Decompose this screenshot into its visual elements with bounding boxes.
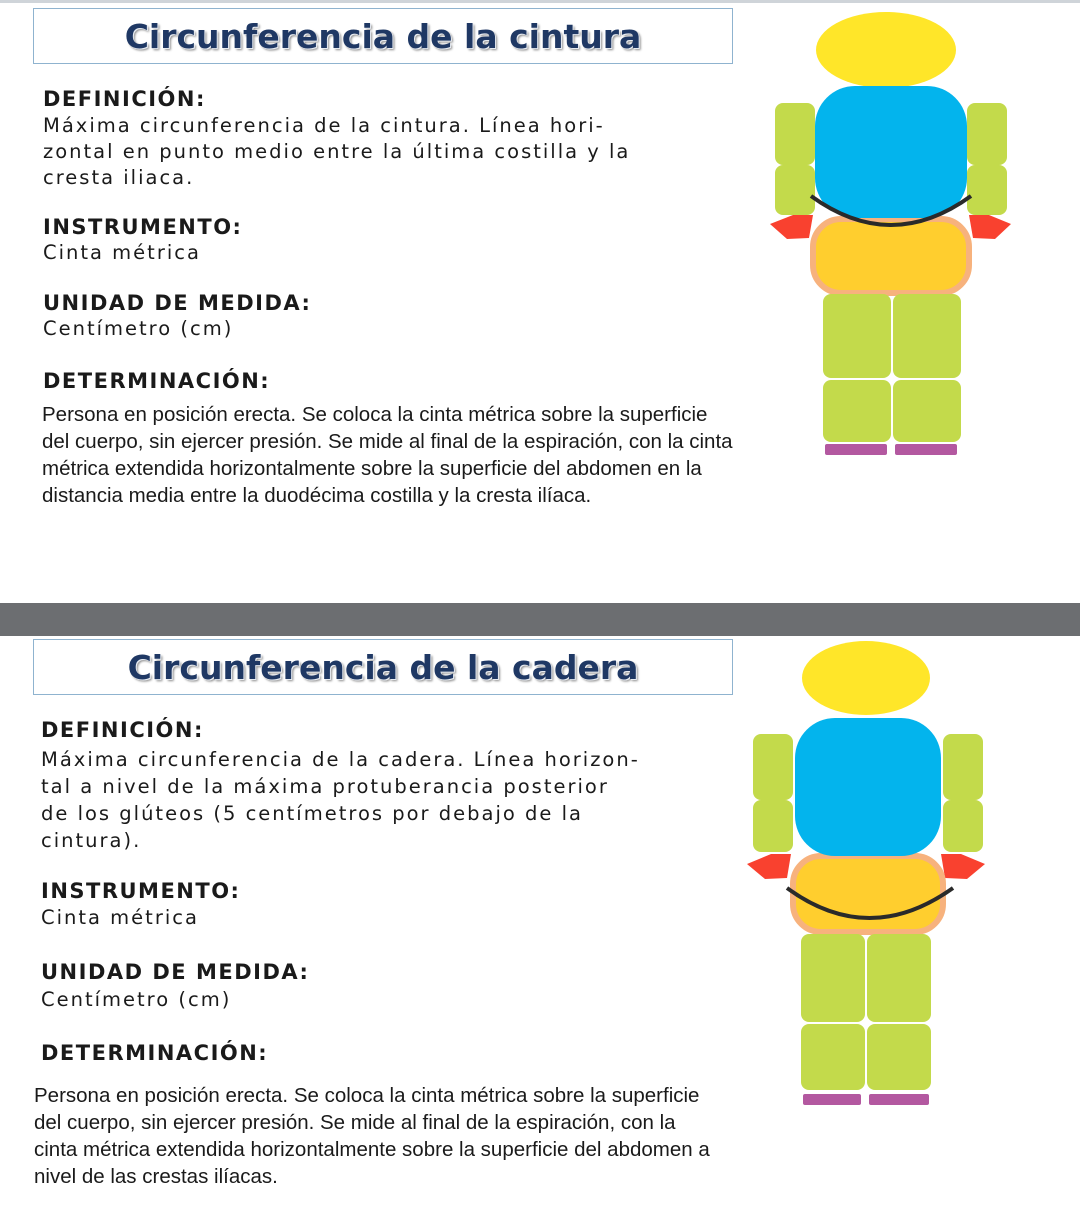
right-hand xyxy=(969,215,1011,239)
waist-measurement-card xyxy=(0,3,1080,603)
instrument-heading: INSTRUMENTO: xyxy=(43,215,243,239)
definition-line: cintura). xyxy=(41,829,142,852)
right-lower-arm xyxy=(967,165,1007,215)
determination-text xyxy=(42,401,733,509)
determination-line: métrica extendida horizontalmente sobre la superficie del abdomen en la xyxy=(42,457,702,480)
left-thigh xyxy=(823,294,891,378)
unit-value: Centímetro (cm) xyxy=(43,317,234,340)
determination-text xyxy=(34,1082,710,1190)
left-thigh xyxy=(801,934,865,1022)
instrument-value: Cinta métrica xyxy=(43,241,201,264)
unit-heading: UNIDAD DE MEDIDA: xyxy=(41,960,310,984)
right-foot xyxy=(895,444,957,455)
right-thigh xyxy=(867,934,931,1022)
definition-line: Máxima circunferencia de la cintura. Línea hori- xyxy=(43,114,605,137)
unit-value: Centímetro (cm) xyxy=(41,988,232,1011)
left-foot xyxy=(803,1094,861,1105)
definition-line: cresta iliaca. xyxy=(43,166,195,189)
definition-text xyxy=(41,746,640,854)
torso-shape xyxy=(795,718,941,856)
body-figure-waist xyxy=(765,8,1015,460)
hip-measurement-card xyxy=(0,636,1080,1227)
definition-heading: DEFINICIÓN: xyxy=(43,87,206,111)
right-thigh xyxy=(893,294,961,378)
left-foot xyxy=(825,444,887,455)
right-shin xyxy=(893,380,961,442)
left-upper-arm xyxy=(753,734,793,800)
card-title: Circunferencia de la cintura xyxy=(124,16,642,56)
head-shape xyxy=(816,12,956,88)
right-upper-arm xyxy=(967,103,1007,165)
definition-heading: DEFINICIÓN: xyxy=(41,718,204,742)
determination-line: del cuerpo, sin ejercer presión. Se mide al final de la espiración, con la cinta xyxy=(42,430,733,453)
determination-line: cinta métrica extendida horizontalmente sobre la superficie del abdomen a xyxy=(34,1138,710,1161)
right-hand xyxy=(941,854,985,879)
head-shape xyxy=(802,641,930,715)
determination-heading: DETERMINACIÓN: xyxy=(43,369,271,393)
determination-line: Persona en posición erecta. Se coloca la cinta métrica sobre la superficie xyxy=(42,403,708,426)
right-lower-arm xyxy=(943,800,983,852)
definition-line: Máxima circunferencia de la cadera. Línea horizon- xyxy=(41,748,640,771)
determination-line: nivel de las crestas ilíacas. xyxy=(34,1165,278,1188)
card-title: Circunferencia de la cadera xyxy=(127,647,639,687)
left-lower-arm xyxy=(753,800,793,852)
hip-shape xyxy=(813,219,969,293)
left-shin xyxy=(801,1024,865,1090)
left-hand xyxy=(747,854,791,879)
determination-line: del cuerpo, sin ejercer presión. Se mide al final de la espiración, con la xyxy=(34,1111,676,1134)
instrument-heading: INSTRUMENTO: xyxy=(41,879,241,903)
instrument-value: Cinta métrica xyxy=(41,906,199,929)
determination-line: distancia media entre la duodécima costilla y la cresta ilíaca. xyxy=(42,484,592,507)
torso-shape xyxy=(815,86,967,218)
determination-heading: DETERMINACIÓN: xyxy=(41,1041,269,1065)
left-lower-arm xyxy=(775,165,815,215)
card-title-box xyxy=(33,639,733,695)
definition-text xyxy=(43,113,630,191)
hip-shape xyxy=(793,856,943,932)
left-hand xyxy=(770,215,813,239)
definition-line: zontal en punto medio entre la última costilla y la xyxy=(43,140,631,163)
left-upper-arm xyxy=(775,103,815,165)
definition-line: de los glúteos (5 centímetros por debajo de la xyxy=(41,802,583,825)
card-title-box xyxy=(33,8,733,64)
body-figure-hip xyxy=(745,638,995,1113)
unit-heading: UNIDAD DE MEDIDA: xyxy=(43,291,312,315)
left-shin xyxy=(823,380,891,442)
determination-line: Persona en posición erecta. Se coloca la cinta métrica sobre la superficie xyxy=(34,1084,700,1107)
right-shin xyxy=(867,1024,931,1090)
right-upper-arm xyxy=(943,734,983,800)
definition-line: tal a nivel de la máxima protuberancia posterior xyxy=(41,775,609,798)
right-foot xyxy=(869,1094,929,1105)
section-separator xyxy=(0,603,1080,636)
